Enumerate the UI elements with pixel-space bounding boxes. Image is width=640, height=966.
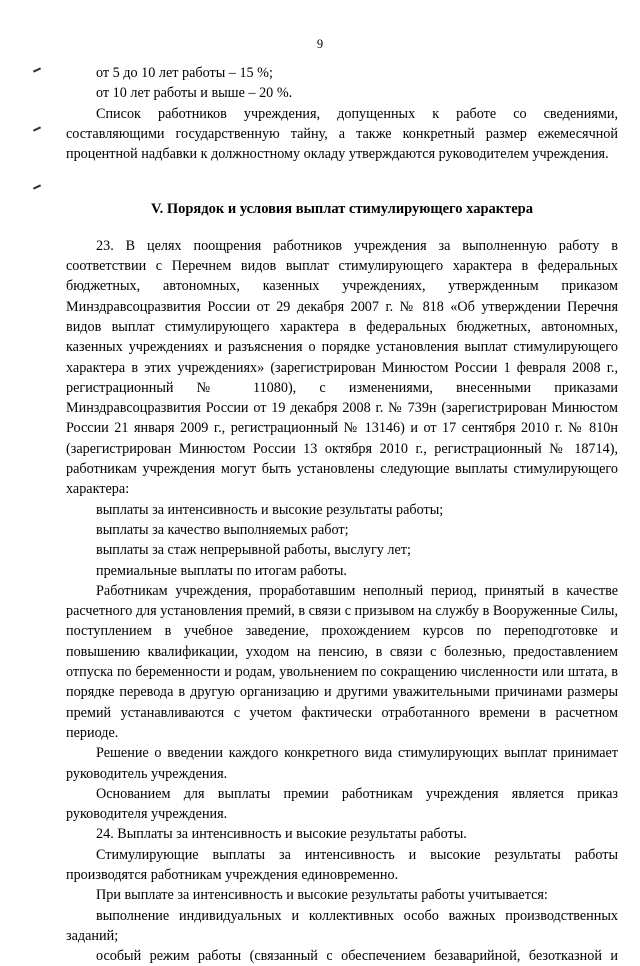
list-item: особый режим работы (связанный с обеспечением безаварийной, безотказной и [96,948,618,965]
paragraph: от 10 лет работы и выше – 20 %. [96,85,293,102]
paragraph: При выплате за интенсивность и высокие результаты работы учитывается: [96,887,548,904]
document-body [66,63,618,966]
list-item: выплаты за интенсивность и высокие результаты работы; [96,501,444,518]
list-item: премиальные выплаты по итогам работы. [96,562,347,579]
section-title: V. Порядок и условия выплат стимулирующего характера [150,201,533,218]
paragraph: 24. Выплаты за интенсивность и высокие результаты работы. [96,826,467,843]
paragraph: от 5 до 10 лет работы – 15 %; [96,65,273,81]
page-number: 9 [316,37,324,51]
paragraph: Основанием для выплаты премии работникам учреждения является приказ руководителя учреждения. [66,785,618,823]
paragraph: Стимулирующие выплаты за интенсивность и высокие результаты работы производятся работникам учреждения единовременно. [66,846,618,883]
list-item: выплаты за качество выполняемых работ; [96,521,349,538]
paragraph: Список работников учреждения, допущенных к работе со сведениями, составляющими государственную тайну, а также конкретный размер ежемесячной процентной надбавки к должностному окладу утверждаются руководителем учреждения. [66,105,618,163]
list-item: выплаты за стаж непрерывной работы, выслугу лет; [96,542,411,559]
scan-mark [33,67,41,72]
list-item: выполнение индивидуальных и коллективных особо важных производственных заданий; [66,907,618,944]
paragraph: 23. В целях поощрения работников учреждения за выполненную работу в соответствии с Перечнем видов выплат стимулирующего характера в федеральных бюджетных, автономных, казенных учреждениях, утвержденным приказом Минздравсоцразвития России от 29 декабря 2007 г. № 818 «Об утверждении Перечня видов выплат стимулирующего характера в федеральных бюджетных, автономных, казенных учреждениях и разъяснения о порядке установления выплат стимулирующего характера в этих учреждениях» (зарегистрирован Минюстом России 1 февраля 2008 г., регистрационный № 11080), с изменениями, внесенными приказами Минздравсоцразвития России от 19 декабря 2008 г. № 739н (зарегистрирован Минюстом России 21 января 2009 г., регистрационный № 13146) и от 17 сентября 2010 г. № 810н (зарегистрирован Минюстом России 13 октября 2010 г., регистрационный № 18714), работникам учреждения могут быть установлены следующие выплаты стимулирующего характера: [66,237,618,498]
paragraph: Решение о введении каждого конкретного вида стимулирующих выплат принимает руководитель учреждения. [66,745,618,782]
paragraph: Работникам учреждения, проработавшим неполный период, принятый в качестве расчетного для установления премий, в связи с призывом на службу в Вооруженные Силы, поступлением в учебное заведение, прохождением курсов по переподготовке и повышению квалификации, уходом на пенсию, в связи с болезнью, предоставлением отпуска по беременности и родам, увольнением по сокращению численности или штата, в порядке перевода в другую организацию и другими уважительными причинами размеры премий устанавливаются с учетом фактически отработанного времени в расчетном периоде. [66,582,618,741]
scan-mark [33,184,41,189]
scan-mark [33,126,41,131]
